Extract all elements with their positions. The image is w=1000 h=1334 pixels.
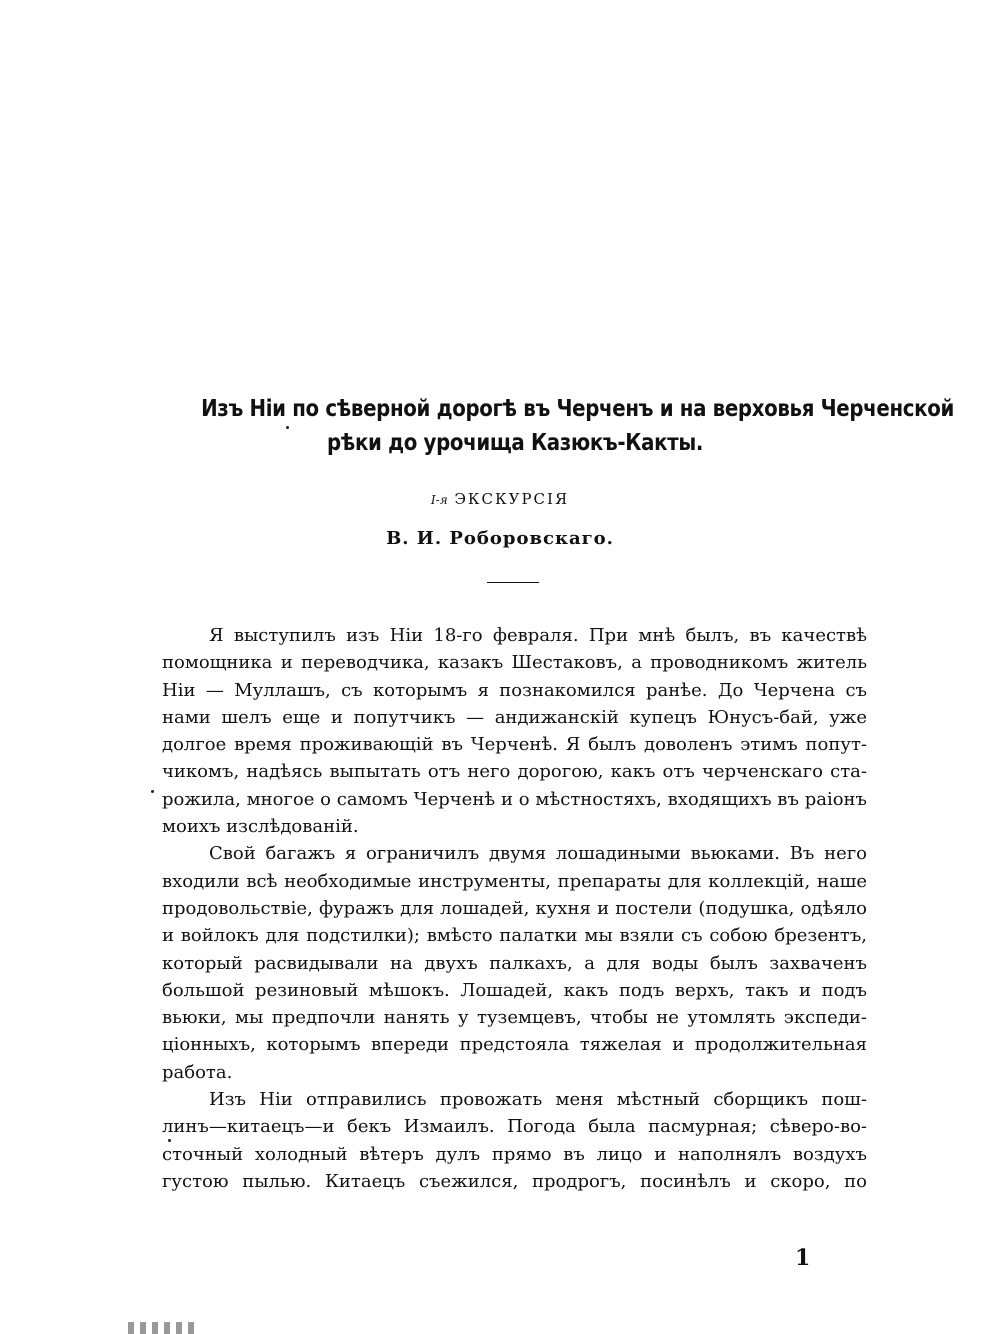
body-text	[162, 622, 867, 1195]
paragraph-line: моихъ изслѣдованій.	[162, 816, 359, 838]
paragraph-2	[162, 840, 867, 1086]
paragraph-line: помощника и переводчика, казакъ Шестаковъ, а проводникомъ житель	[162, 652, 867, 674]
paragraph-line: сточный холодный вѣтеръ дулъ прямо въ лицо и наполнялъ воздухъ	[162, 1143, 867, 1165]
paragraph-line: нами шелъ еще и попутчикъ — андижанскій купецъ Юнусъ-бай, уже	[162, 706, 867, 728]
author-name: В. И. Роборовскаго.	[386, 528, 614, 549]
title-line-2: рѣки до урочища Казюкъ-Какты.	[326, 430, 704, 456]
print-speck	[168, 1139, 171, 1142]
paragraph-line: линъ—китаецъ—и бекъ Измаилъ. Погода была пасмурная; сѣверо-во-	[162, 1116, 867, 1138]
paragraph-3	[162, 1086, 867, 1195]
subtitle-prefix: I-я	[430, 493, 448, 507]
scan-edge-artifact	[128, 1322, 198, 1334]
paragraph-line: Изъ Ніи отправились провожать меня мѣстный сборщикъ пош-	[209, 1089, 867, 1111]
subtitle-main: ЭКСКУРСІЯ	[454, 490, 570, 508]
paragraph-line: долгое время проживающій въ Черченѣ. Я былъ доволенъ этимъ попут-	[162, 734, 867, 756]
print-speck	[151, 790, 154, 793]
page-number: 1	[795, 1245, 811, 1271]
paragraph-line: работа.	[162, 1061, 233, 1083]
paragraph-line: большой резиновый мѣшокъ. Лошадей, какъ подъ верхъ, такъ и подъ	[162, 979, 867, 1001]
article-title	[201, 392, 955, 460]
paragraph-line: продовольствіе, фуражъ для лошадей, кухня и постели (подушка, одѣяло	[162, 897, 867, 919]
paragraph-line: Свой багажъ я ограничилъ двумя лошадиными вьюками. Въ него	[209, 843, 867, 865]
paragraph-line: чикомъ, надѣясь выпытать отъ него дорогою, какъ отъ черченскаго ста-	[162, 761, 867, 783]
print-speck	[286, 426, 289, 429]
title-line-1: Изъ Ніи по сѣверной дорогѣ въ Черченъ и на верховья Черченской	[201, 396, 955, 422]
paragraph-line: рожила, многое о самомъ Черченѣ и о мѣстностяхъ, входящихъ въ раіонъ	[162, 788, 867, 810]
paragraph-line: ціонныхъ, которымъ впереди предстояла тяжелая и продолжительная	[162, 1034, 867, 1056]
paragraph-line: и войлокъ для подстилки); вмѣсто палатки мы взяли съ собою брезентъ,	[162, 925, 867, 947]
paragraph-line: Я выступилъ изъ Ніи 18-го февраля. При мнѣ былъ, въ качествѣ	[209, 625, 867, 646]
paragraph-line: густою пылью. Китаецъ съежился, продрогъ, посинѣлъ и скоро, по	[162, 1170, 867, 1192]
section-divider	[487, 582, 539, 583]
paragraph-1	[162, 622, 867, 840]
paragraph-line: входили всѣ необходимые инструменты, препараты для коллекцій, наше	[162, 870, 867, 892]
paragraph-line: Ніи — Муллашъ, съ которымъ я познакомился ранѣе. До Черчена съ	[162, 679, 867, 701]
excursion-subtitle	[0, 490, 1000, 508]
paragraph-line: который расвидывали на двухъ палкахъ, а для воды былъ захваченъ	[162, 952, 867, 974]
paragraph-line: вьюки, мы предпочли нанять у туземцевъ, чтобы не утомлять экспеди-	[162, 1007, 867, 1029]
